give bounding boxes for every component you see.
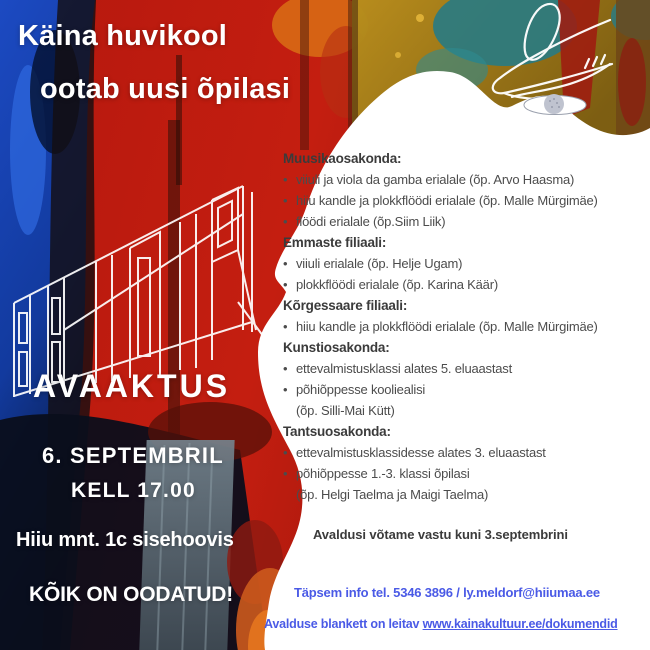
course-item-text: viiuli erialale (õp. Helje Ugam) [296,256,463,271]
bullet-icon: • [283,382,288,397]
course-item-text: plokkflöödi erialale (õp. Karina Käär) [296,277,498,292]
bullet-icon: • [283,361,288,376]
course-item-text: flöödi erialale (õp.Siim Liik) [296,214,446,229]
contact-separator: / [452,585,464,600]
course-item-text: ettevalmistusklassidesse alates 3. eluaastast [296,445,546,460]
bullet-icon: • [283,466,288,481]
course-item [283,274,650,295]
course-item [283,379,650,400]
course-item-teacher-note: (õp. Silli-Mai Kütt) [296,403,395,418]
course-item [283,316,650,337]
event-name: AVAAKTUS [33,368,231,404]
department-heading: Kunstiosakonda: [283,340,390,355]
department-heading: Muusikaosakonda: [283,151,402,166]
bullet-icon: • [283,319,288,334]
event-location: Hiiu mnt. 1c sisehoovis [16,529,234,551]
poster-title-line2: ootab uusi õpilasi [40,73,291,105]
course-item-text: põhiõppesse 1.-3. klassi õpilasi [296,466,470,481]
course-item-teacher-note: (õp. Helgi Taelma ja Maigi Taelma) [296,487,489,502]
department-heading: Emmaste filiaali: [283,235,387,250]
event-time: KELL 17.00 [71,479,196,502]
contact-info-prefix: Täpsem info tel. [294,585,394,600]
bullet-icon: • [283,277,288,292]
form-info-prefix: Avalduse blankett on leitav [264,617,423,631]
course-item [283,190,650,211]
bullet-icon: • [283,193,288,208]
course-item [283,253,650,274]
course-item-text: põhiõppesse kooliealisi [296,382,426,397]
course-item [283,442,650,463]
welcome-message: KÕIK ON OODATUD! [29,583,234,606]
bullet-icon: • [283,172,288,187]
course-item-text: viiuli ja viola da gamba erialale (õp. Arvo Haasma) [296,172,575,187]
bullet-icon: • [283,445,288,460]
event-date: 6. SEPTEMBRIL [42,443,224,468]
course-item [283,358,650,379]
poster-title-line1: Käina huvikool [18,20,228,52]
application-deadline: Avaldusi võtame vastu kuni 3.septembrini [313,527,568,542]
phone-number: 5346 3896 [393,585,453,600]
course-item-text: hiiu kandle ja plokkflöödi erialale (õp. Malle Mürgimäe) [296,319,598,334]
application-form-line [264,617,618,631]
course-item [283,169,650,190]
department-heading: Tantsuosakonda: [283,424,391,439]
course-item-text: ettevalmistusklassi alates 5. eluaastast [296,361,512,376]
course-item [283,463,650,484]
contact-info-line [294,585,600,600]
bullet-icon: • [283,214,288,229]
course-item [283,211,650,232]
bullet-icon: • [283,256,288,271]
course-item-text: hiiu kandle ja plokkflöödi erialale (õp. Malle Mürgimäe) [296,193,598,208]
email-address: ly.meldorf@hiiumaa.ee [463,585,600,600]
departments-list [283,148,650,505]
form-url-link[interactable]: www.kainakultuur.ee/dokumendid [422,617,618,631]
department-heading: Kõrgessaare filiaali: [283,298,408,313]
